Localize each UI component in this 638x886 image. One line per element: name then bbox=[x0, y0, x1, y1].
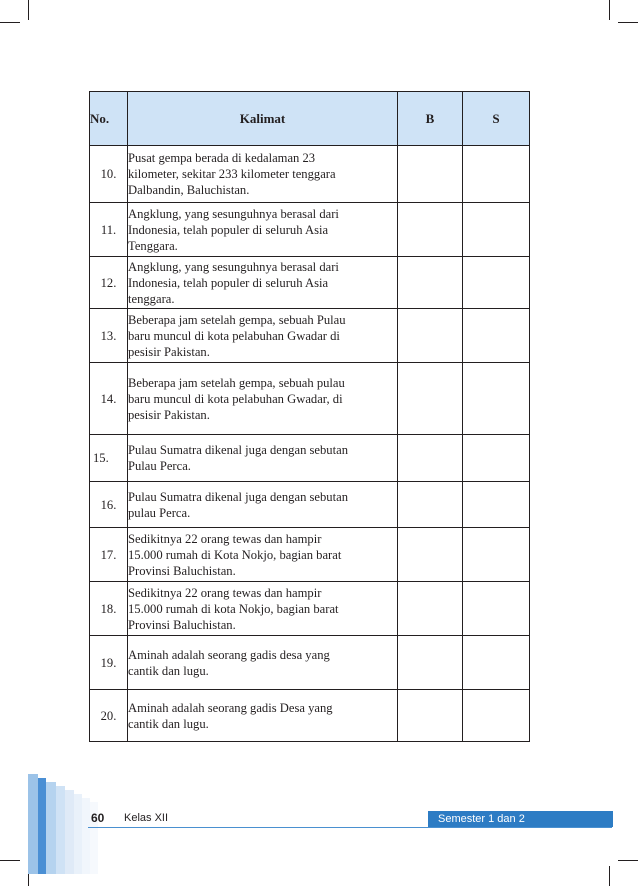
row-sentence bbox=[128, 146, 398, 203]
table-row bbox=[90, 690, 530, 742]
sentence-line: Provinsi Baluchistan. bbox=[128, 617, 236, 632]
row-number: 19. bbox=[90, 636, 128, 690]
answer-cell-s[interactable] bbox=[463, 528, 530, 582]
answer-cell-b[interactable] bbox=[398, 690, 463, 742]
row-number: 14. bbox=[90, 363, 128, 435]
crop-mark bbox=[0, 860, 20, 861]
exercise-table bbox=[89, 91, 530, 742]
answer-cell-s[interactable] bbox=[463, 309, 530, 363]
crop-mark bbox=[618, 860, 638, 861]
page-number: 60 bbox=[91, 811, 105, 825]
crop-mark bbox=[0, 22, 20, 23]
answer-cell-s[interactable] bbox=[463, 363, 530, 435]
sentence-line: Pulau Perca. bbox=[128, 459, 191, 473]
row-sentence bbox=[128, 690, 398, 742]
table-row bbox=[90, 528, 530, 582]
answer-cell-b[interactable] bbox=[398, 203, 463, 257]
sentence-line: Pusat gempa berada di kedalaman 23 bbox=[128, 151, 316, 165]
row-sentence bbox=[128, 482, 398, 528]
row-number: 18. bbox=[90, 582, 128, 636]
answer-cell-s[interactable] bbox=[463, 146, 530, 203]
answer-cell-b[interactable] bbox=[398, 146, 463, 203]
answer-cell-s[interactable] bbox=[463, 203, 530, 257]
header-b: B bbox=[398, 92, 463, 146]
sentence-line: kilometer, sekitar 233 kilometer tenggara bbox=[128, 167, 336, 181]
sentence-line: Sedikitnya 22 orang tewas dan hampir bbox=[128, 585, 322, 600]
row-sentence bbox=[128, 309, 398, 363]
sentence-line: pulau Perca. bbox=[128, 505, 191, 520]
table-row bbox=[90, 257, 530, 309]
answer-cell-s[interactable] bbox=[463, 582, 530, 636]
class-label: Kelas XII bbox=[124, 812, 169, 824]
answer-cell-b[interactable] bbox=[398, 582, 463, 636]
answer-cell-b[interactable] bbox=[398, 257, 463, 309]
sentence-line: Dalbandin, Baluchistan. bbox=[128, 183, 250, 197]
header-no: No. bbox=[90, 92, 128, 146]
row-sentence bbox=[128, 636, 398, 690]
row-sentence bbox=[128, 203, 398, 257]
table-row bbox=[90, 309, 530, 363]
answer-cell-s[interactable] bbox=[463, 482, 530, 528]
table-row bbox=[90, 582, 530, 636]
row-number: 13. bbox=[90, 309, 128, 363]
sentence-line: Tenggara. bbox=[128, 238, 178, 253]
row-sentence bbox=[128, 528, 398, 582]
answer-cell-b[interactable] bbox=[398, 636, 463, 690]
sentence-line: Sedikitnya 22 orang tewas dan hampir bbox=[128, 531, 322, 546]
row-number: 17. bbox=[90, 528, 128, 582]
sentence-line: cantik dan lugu. bbox=[128, 716, 209, 731]
sentence-line: Beberapa jam setelah gempa, sebuah Pulau bbox=[128, 312, 346, 327]
row-number: 11. bbox=[90, 203, 128, 257]
row-number: 12. bbox=[90, 257, 128, 309]
table-row bbox=[90, 363, 530, 435]
row-sentence bbox=[128, 582, 398, 636]
answer-cell-b[interactable] bbox=[398, 363, 463, 435]
table-header-row bbox=[90, 92, 530, 146]
crop-mark bbox=[618, 22, 638, 23]
footer-line bbox=[88, 827, 612, 828]
answer-cell-b[interactable] bbox=[398, 435, 463, 482]
sentence-line: Indonesia, telah populer di seluruh Asia bbox=[128, 222, 329, 237]
row-sentence bbox=[128, 257, 398, 309]
sentence-line: cantik dan lugu. bbox=[128, 663, 209, 678]
answer-cell-s[interactable] bbox=[463, 435, 530, 482]
sentence-line: Aminah adalah seorang gadis Desa yang bbox=[128, 700, 333, 715]
answer-cell-s[interactable] bbox=[463, 636, 530, 690]
header-kalimat: Kalimat bbox=[128, 92, 398, 146]
answer-cell-b[interactable] bbox=[398, 528, 463, 582]
sentence-line: Pulau Sumatra dikenal juga dengan sebutan bbox=[128, 489, 348, 504]
answer-cell-b[interactable] bbox=[398, 309, 463, 363]
sentence-line: 15.000 rumah di kota Nokjo, bagian barat bbox=[128, 601, 339, 616]
answer-cell-b[interactable] bbox=[398, 482, 463, 528]
table-row bbox=[90, 203, 530, 257]
table-row bbox=[90, 636, 530, 690]
sentence-line: Beberapa jam setelah gempa, sebuah pulau bbox=[128, 375, 345, 390]
row-sentence bbox=[128, 435, 398, 482]
header-s: S bbox=[463, 92, 530, 146]
row-number: 16. bbox=[90, 482, 128, 528]
sentence-line: Provinsi Baluchistan. bbox=[128, 563, 236, 578]
sentence-line: 15.000 rumah di Kota Nokjo, bagian barat bbox=[128, 547, 342, 562]
sentence-line: Indonesia, telah populer di seluruh Asia bbox=[128, 275, 329, 290]
sentence-line: baru muncul di kota pelabuhan Gwadar, di bbox=[128, 391, 343, 406]
row-number: 20. bbox=[90, 690, 128, 742]
row-number: 15. bbox=[90, 435, 128, 482]
sentence-line: Pulau Sumatra dikenal juga dengan sebutan bbox=[128, 443, 348, 457]
crop-mark bbox=[609, 0, 610, 20]
sentence-line: Angklung, yang sesunguhnya berasal dari bbox=[128, 206, 339, 221]
crop-mark bbox=[609, 866, 610, 886]
sentence-line: Angklung, yang sesunguhnya berasal dari bbox=[128, 259, 339, 274]
semester-label: Semester 1 dan 2 bbox=[428, 811, 613, 827]
crop-mark bbox=[28, 0, 29, 20]
sentence-line: tenggara. bbox=[128, 291, 175, 306]
table-row bbox=[90, 435, 530, 482]
table-row bbox=[90, 146, 530, 203]
sentence-line: pesisir Pakistan. bbox=[128, 344, 210, 359]
answer-cell-s[interactable] bbox=[463, 257, 530, 309]
sentence-line: baru muncul di kota pelabuhan Gwadar di bbox=[128, 328, 340, 343]
table-row bbox=[90, 482, 530, 528]
sentence-line: pesisir Pakistan. bbox=[128, 407, 210, 422]
answer-cell-s[interactable] bbox=[463, 690, 530, 742]
row-number: 10. bbox=[90, 146, 128, 203]
row-sentence bbox=[128, 363, 398, 435]
sentence-line: Aminah adalah seorang gadis desa yang bbox=[128, 647, 330, 662]
